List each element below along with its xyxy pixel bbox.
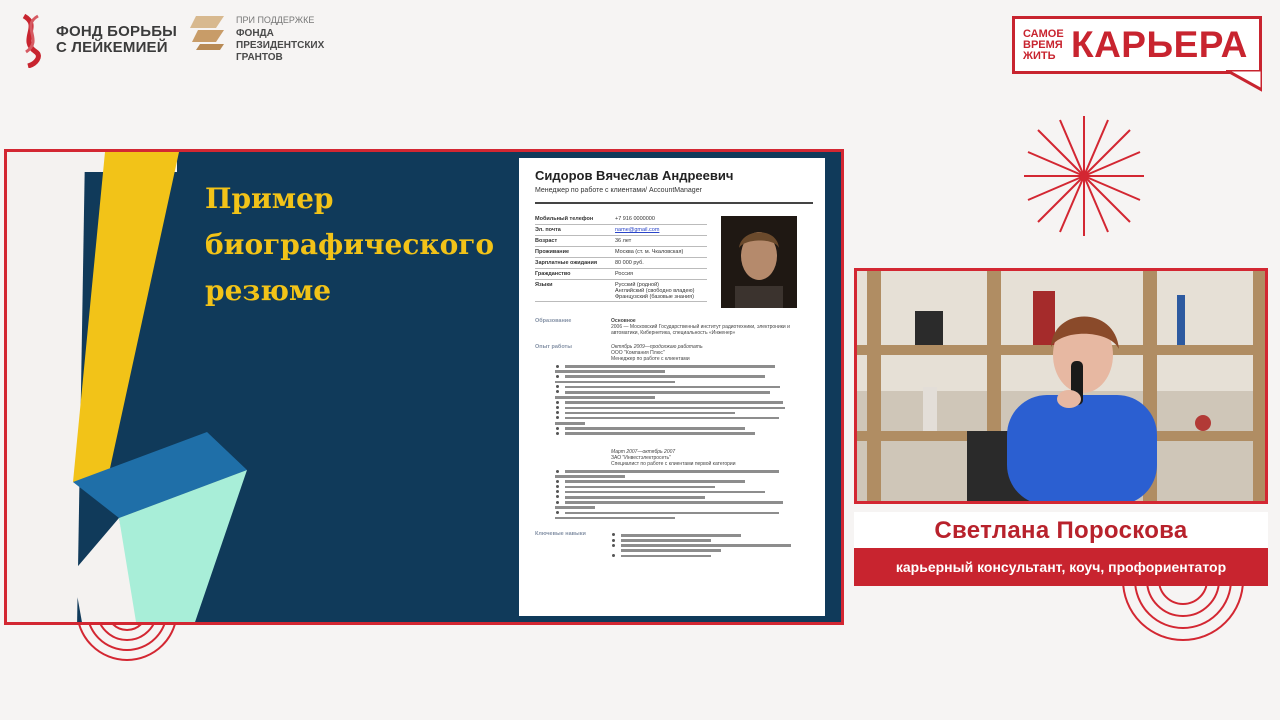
experience-job1 [611,344,813,362]
contact-key: Зарплатные ожидания [535,260,598,266]
brand-sub-1: САМОЕ [1023,27,1064,40]
brand-box [1012,16,1262,74]
job1-duties [555,365,791,435]
fund-logo [14,12,177,68]
contact-row [535,247,707,258]
duty-line [555,506,595,509]
brand-sub-3: ЖИТЬ [1023,49,1056,62]
fund-logo-line2: С ЛЕЙКЕМИЕЙ [56,39,168,56]
slide-title-line3: резюме [205,274,332,307]
duty-line [555,396,655,399]
duty-line [555,422,585,425]
skill-line [621,544,791,547]
brand-title: КАРЬЕРА [1071,24,1248,65]
duty-line [555,517,675,520]
duty-line [565,407,785,410]
brand-sub-2: ВРЕМЯ [1023,38,1063,51]
dna-ribbon-icon [14,12,48,68]
duty-line [565,432,755,435]
contact-value: Москва (ст. м. Чкаловская) [615,249,684,255]
resume-photo [721,216,797,308]
duty-line [565,386,780,389]
duty-line [565,501,783,504]
contact-row [535,236,707,247]
duty-line [565,365,775,368]
duty-line [565,427,745,430]
job-role: Специалист по работе с клиентами первой категории [611,461,736,468]
duty-line [565,480,745,483]
contact-row [535,214,707,225]
grants-line1: ФОНДА [236,28,274,39]
grants-emblem-icon [190,14,228,52]
duty-line [565,470,779,473]
experience-spacer [535,449,611,467]
job-period: Октябрь 2009—продолжаю работать [611,344,703,350]
job-company: ЗАО "Инвестэлектросеть" [611,455,671,462]
contact-row [535,225,707,236]
skill-line [621,534,741,537]
contact-value: 80 000 руб. [615,260,644,266]
contact-email-link[interactable]: name@gmail.com [615,227,660,233]
grants-logo [190,14,324,64]
speaker-role: карьерный консультант, коуч, профориентатор [854,548,1268,586]
starburst-decoration [1024,116,1144,236]
skill-line [621,539,711,542]
duty-line [565,391,770,394]
grants-line3: ГРАНТОВ [236,52,283,63]
duty-line [565,496,705,499]
contact-value: 36 лет [615,238,632,244]
education-section [535,318,813,336]
portrait-image [721,216,797,308]
education-body [611,318,813,336]
duty-line [565,491,765,494]
duty-line [565,512,779,515]
contact-key: Мобильный телефон [535,216,594,222]
language-item: Английский (свободно владею) [615,288,695,294]
job2-duties [555,470,791,519]
duty-line [555,475,625,478]
contact-row [535,258,707,269]
duty-line [565,412,735,415]
resume-contacts [535,214,813,310]
job-company: ООО "Компания Плюс" [611,350,665,356]
slide-title-line1: Пример [205,182,334,215]
presentation-slide [4,149,844,625]
duty-line [565,375,765,378]
contact-key: Языки [535,282,553,288]
contact-languages [615,282,707,300]
contact-key: Возраст [535,238,558,244]
duty-line [555,370,665,373]
duty-line [565,486,715,489]
contact-key: Проживание [535,249,570,255]
resume-name: Сидоров Вячеслав Андреевич [535,168,734,183]
language-item: Русский (родной) [615,282,659,288]
brand-logo [1012,16,1262,90]
contact-row [535,280,707,302]
contact-key: Эл. почта [535,227,561,233]
resume-position: Менеджер по работе с клиентами/ AccountManager [535,187,702,194]
grants-line2: ПРЕЗИДЕНТСКИХ [236,40,325,51]
job-period: Март 2007—октябрь 2007 [611,449,676,456]
experience-label: Опыт работы [535,344,572,350]
resume-rule [535,202,813,204]
grants-support-label: ПРИ ПОДДЕРЖКЕ [236,15,315,25]
experience-job2 [611,449,813,467]
language-item: Французский (базовые знания) [615,294,694,300]
circles-decoration-right [1118,580,1248,642]
skills-lines [611,534,813,557]
experience-job2-section [535,449,813,467]
speaker-video-frame [857,271,1265,501]
duty-line [565,401,783,404]
duty-line [555,381,675,384]
fund-logo-line1: ФОНД БОРЬБЫ [56,23,178,40]
speaker-name: Светлана Пороскова [854,512,1268,550]
contact-value: +7 916 0000000 [615,216,655,222]
resume-document [519,158,825,616]
contact-key: Гражданство [535,271,571,277]
experience-section [535,344,813,362]
contact-row [535,269,707,280]
skills-label: Ключевые навыки [535,531,586,538]
skill-line [621,549,721,552]
skills-section [535,531,813,557]
education-title: Основное [611,318,636,324]
education-text: 2006 — Московский Государственный институт радиотехники, электроники и автоматики, Кибернетика, специальность «Инженер» [611,324,790,336]
slide-title-line2: биографического [205,228,495,261]
speech-tail-icon [1226,70,1262,92]
skill-line [621,555,711,558]
contact-value: Россия [615,271,634,277]
skills-body [611,531,813,557]
education-label: Образование [535,318,572,324]
brand-subtitle [1023,29,1065,62]
speaker-video [854,268,1268,504]
job-role: Менеджер по работе с клиентами [611,356,690,362]
slide-title [205,176,494,314]
duty-line [565,417,779,420]
